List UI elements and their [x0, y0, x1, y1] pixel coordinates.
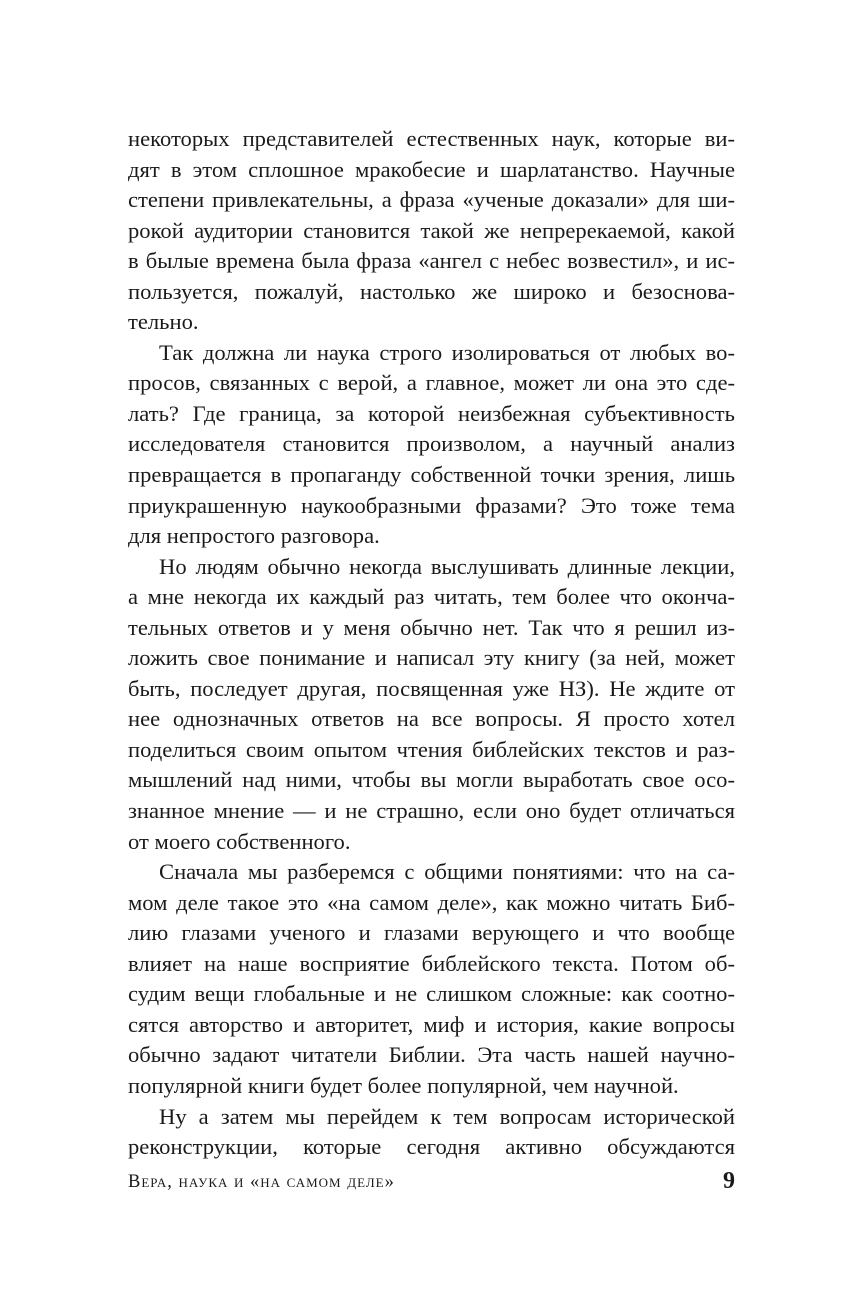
paragraph-3: [128, 552, 735, 857]
text-line: лать? Где граница, за которой неизбежная субъективность: [128, 400, 735, 426]
paragraph-1: [128, 124, 735, 338]
text-line: обычно задают читатели Библии. Эта часть нашей научно-: [128, 1042, 735, 1068]
text-line: тельных ответов и у меня обычно нет. Так что я решил из-: [128, 614, 735, 640]
text-line: влияет на наше восприятие библейского текста. Потом об-: [128, 950, 735, 976]
text-line: Но людям обычно некогда выслушивать длинные лекции,: [159, 553, 735, 579]
text-line: дят в этом сплошное мракобесие и шарлатанство. Научные: [128, 156, 735, 182]
text-line: лию глазами ученого и глазами верующего и что вообще: [128, 920, 735, 946]
text-line: от моего собственного.: [128, 828, 351, 854]
running-head: Вера, наука и «на самом деле»: [128, 1172, 395, 1192]
text-line: пользуется, пожалуй, настолько же широко и безоснова-: [128, 278, 735, 304]
text-line: поделиться своим опытом чтения библейских текстов и раз-: [128, 736, 735, 762]
text-line: рокой аудитории становится такой же непререкаемой, какой: [128, 217, 735, 243]
text-line: для непростого разговора.: [128, 523, 380, 549]
page-number: 9: [723, 1168, 735, 1194]
paragraph-4: [128, 857, 735, 1101]
text-line: сятся авторство и авторитет, миф и история, какие вопросы: [128, 1011, 735, 1037]
text-line: нее однозначных ответов на все вопросы. Я просто хотел: [128, 706, 735, 732]
text-line: Так должна ли наука строго изолироваться от любых во-: [159, 339, 735, 365]
page-body: [128, 124, 735, 1163]
text-line: исследователя становится произволом, а научный анализ: [128, 431, 735, 457]
text-line: быть, последует другая, посвященная уже НЗ). Не ждите от: [128, 675, 735, 701]
text-line: а мне некогда их каждый раз читать, тем более что оконча-: [128, 584, 735, 610]
text-line: реконструкции, которые сегодня активно обсуждаются: [128, 1134, 735, 1160]
paragraph-2: [128, 338, 735, 552]
text-line: знанное мнение — и не страшно, если оно будет отличаться: [128, 798, 735, 824]
text-line: просов, связанных с верой, а главное, может ли она это сде-: [128, 370, 735, 396]
text-line: Сначала мы разберемся с общими понятиями: что на са-: [159, 859, 735, 885]
text-line: Ну а затем мы перейдем к тем вопросам исторической: [159, 1103, 735, 1129]
text-line: превращается в пропаганду собственной точки зрения, лишь: [128, 462, 735, 488]
text-line: судим вещи глобальные и не слишком сложные: как соотно-: [128, 981, 735, 1007]
text-line: некоторых представителей естественных наук, которые ви-: [128, 126, 735, 151]
text-line: в былые времена была фраза «ангел с небес возвестил», и ис-: [128, 248, 735, 274]
text-line: мом деле такое это «на самом деле», как можно читать Биб-: [128, 889, 735, 915]
text-line: ложить свое понимание и написал эту книгу (за ней, может: [128, 645, 735, 671]
text-line: популярной книги будет более популярной, чем научной.: [128, 1072, 679, 1098]
text-line: приукрашенную наукообразными фразами? Это тоже тема: [128, 492, 735, 518]
paragraph-5: [128, 1102, 735, 1163]
text-line: тельно.: [128, 309, 199, 335]
page-footer: [128, 1168, 735, 1200]
text-line: степени привлекательны, а фраза «ученые доказали» для ши-: [128, 187, 735, 213]
text-line: мышлений над ними, чтобы вы могли выработать свое осо-: [128, 767, 735, 793]
